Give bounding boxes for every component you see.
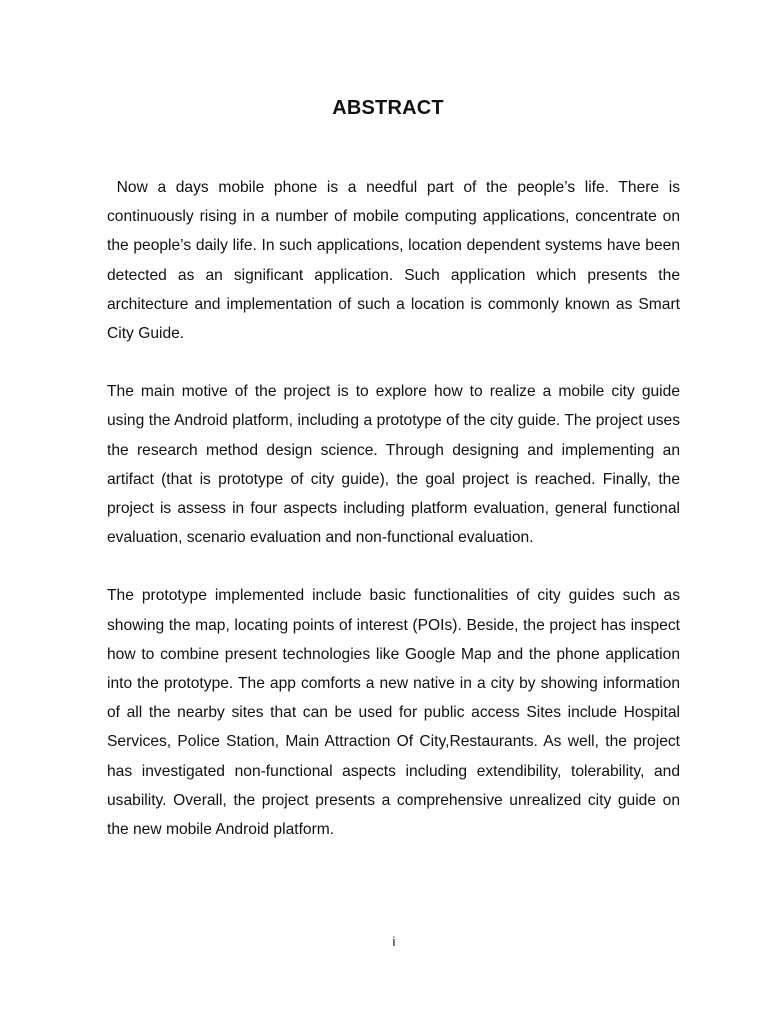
page-title: ABSTRACT — [332, 97, 444, 119]
abstract-paragraph-1: Now a days mobile phone is a needful part of the people’s life. There is continuously rising in a number of mobile computing applications, concentrate on the people’s daily life. In such applications, location dependent systems have been detected as an significant application. Such application which presents the architecture and implementation of such a location is commonly known as Smart City Guide. — [107, 179, 680, 343]
abstract-body — [107, 173, 680, 873]
page-number: i — [392, 934, 396, 949]
abstract-paragraph-3: The prototype implemented include basic functionalities of city guides such as showing the map, locating points of interest (POIs). Beside, the project has inspect how to combine present technologies like Google Map and the phone application into the prototype. The app comforts a new native in a city by showing information of all the nearby sites that can be used for public access Sites include Hospital Services, Police Station, Main Attraction Of City,Restaurants. As well, the project has investigated non-functional aspects including extendibility, tolerability, and usability. Overall, the project presents a comprehensive unrealized city guide on the new mobile Android platform. — [107, 587, 680, 839]
abstract-paragraph-2: The main motive of the project is to explore how to realize a mobile city guide using the Android platform, including a prototype of the city guide. The project uses the research method design science. Through designing and implementing an artifact (that is prototype of city guide), the goal project is reached. Finally, the project is assess in four aspects including platform evaluation, general functional evaluation, scenario evaluation and non-functional evaluation. — [107, 383, 680, 547]
